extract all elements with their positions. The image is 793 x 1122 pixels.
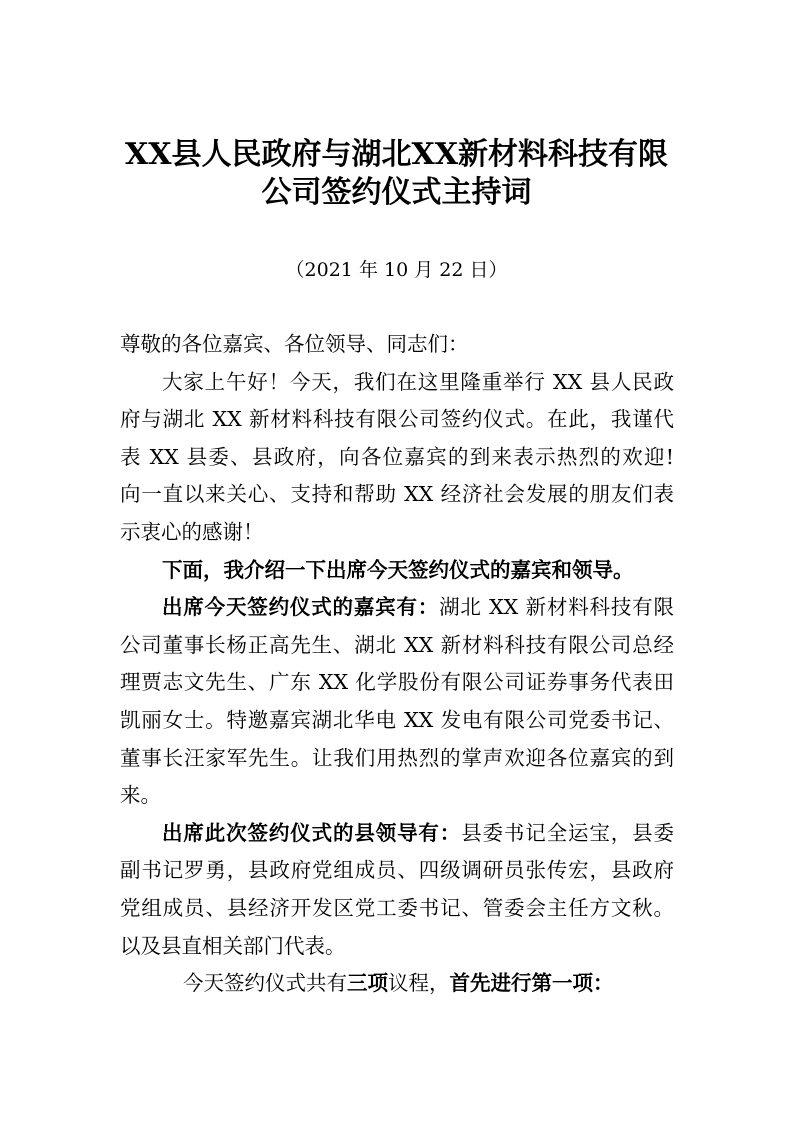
text-line — [120, 702, 674, 740]
text-segment: 凯丽女士。特邀嘉宾湖北华电 XX 发电有限公司党委书记、 — [120, 707, 674, 732]
text-segment: 副书记罗勇，县政府党组成员、四级调研员张传宏，县政府 — [120, 858, 674, 883]
title-line-2: 公司签约仪式主持词 — [261, 175, 532, 210]
text-line — [120, 552, 674, 590]
document-date: （2021 年 10 月 22 日） — [285, 259, 508, 281]
text-segment: 党组成员、县经济开发区党工委书记、管委会主任方文秋。 — [120, 895, 674, 920]
text-line — [120, 740, 674, 778]
text-line — [120, 815, 674, 853]
text-line — [120, 401, 674, 439]
bold-text: 出席此次签约仪式的县领导有： — [162, 820, 462, 845]
bold-text: 三项 — [347, 971, 388, 996]
text-segment: 尊敬的各位嘉宾、各位领导、同志们： — [120, 332, 469, 356]
bold-text: 首先进行第一项： — [449, 971, 614, 996]
text-segment: 示衷心的感谢！ — [120, 519, 264, 544]
text-segment: 董事长汪家军先生。让我们用热烈的掌声欢迎各位嘉宾的到 — [120, 745, 674, 770]
text-line — [120, 589, 674, 627]
bold-text: 出席今天签约仪式的嘉宾有： — [162, 595, 440, 620]
text-segment: 公司董事长杨正高先生、湖北 XX 新材料科技有限公司总经 — [120, 632, 674, 657]
text-segment: 府与湖北 XX 新材料科技有限公司签约仪式。在此，我谨代 — [120, 407, 674, 432]
text-segment: 来。 — [120, 783, 161, 808]
bold-text: 下面，我介绍一下出席今天签约仪式的嘉宾和领导。 — [162, 557, 634, 582]
text-line — [120, 439, 674, 477]
title-line-1: XX县人民政府与湖北XX新材料科技有限 — [124, 137, 669, 172]
text-segment: 以及县直相关部门代表。 — [120, 933, 346, 958]
text-segment: 理贾志文先生、广东 XX 化学股份有限公司证券事务代表田 — [120, 670, 674, 695]
text-line — [120, 664, 674, 702]
text-line — [120, 364, 674, 402]
text-line — [120, 928, 674, 966]
text-segment: 大家上午好！今天，我们在这里隆重举行 XX 县人民政 — [162, 369, 674, 394]
text-line — [120, 627, 674, 665]
text-segment: 湖北 XX 新材料科技有限 — [439, 595, 674, 620]
text-line — [120, 852, 674, 890]
text-line — [120, 514, 674, 552]
text-line — [120, 326, 674, 364]
text-segment: 议程， — [388, 971, 450, 996]
text-segment: 今天签约仪式共有 — [183, 971, 347, 996]
text-segment: 县委书记全运宝，县委 — [461, 820, 675, 845]
text-line — [120, 890, 674, 928]
document-title — [0, 136, 793, 212]
text-segment: 表 XX 县委、县政府，向各位嘉宾的到来表示热烈的欢迎! — [120, 444, 674, 469]
text-segment: 向一直以来关心、支持和帮助 XX 经济社会发展的朋友们表 — [120, 482, 674, 507]
text-line — [120, 476, 674, 514]
text-line — [120, 777, 674, 815]
text-line — [120, 965, 674, 1003]
document-body — [120, 326, 674, 1003]
